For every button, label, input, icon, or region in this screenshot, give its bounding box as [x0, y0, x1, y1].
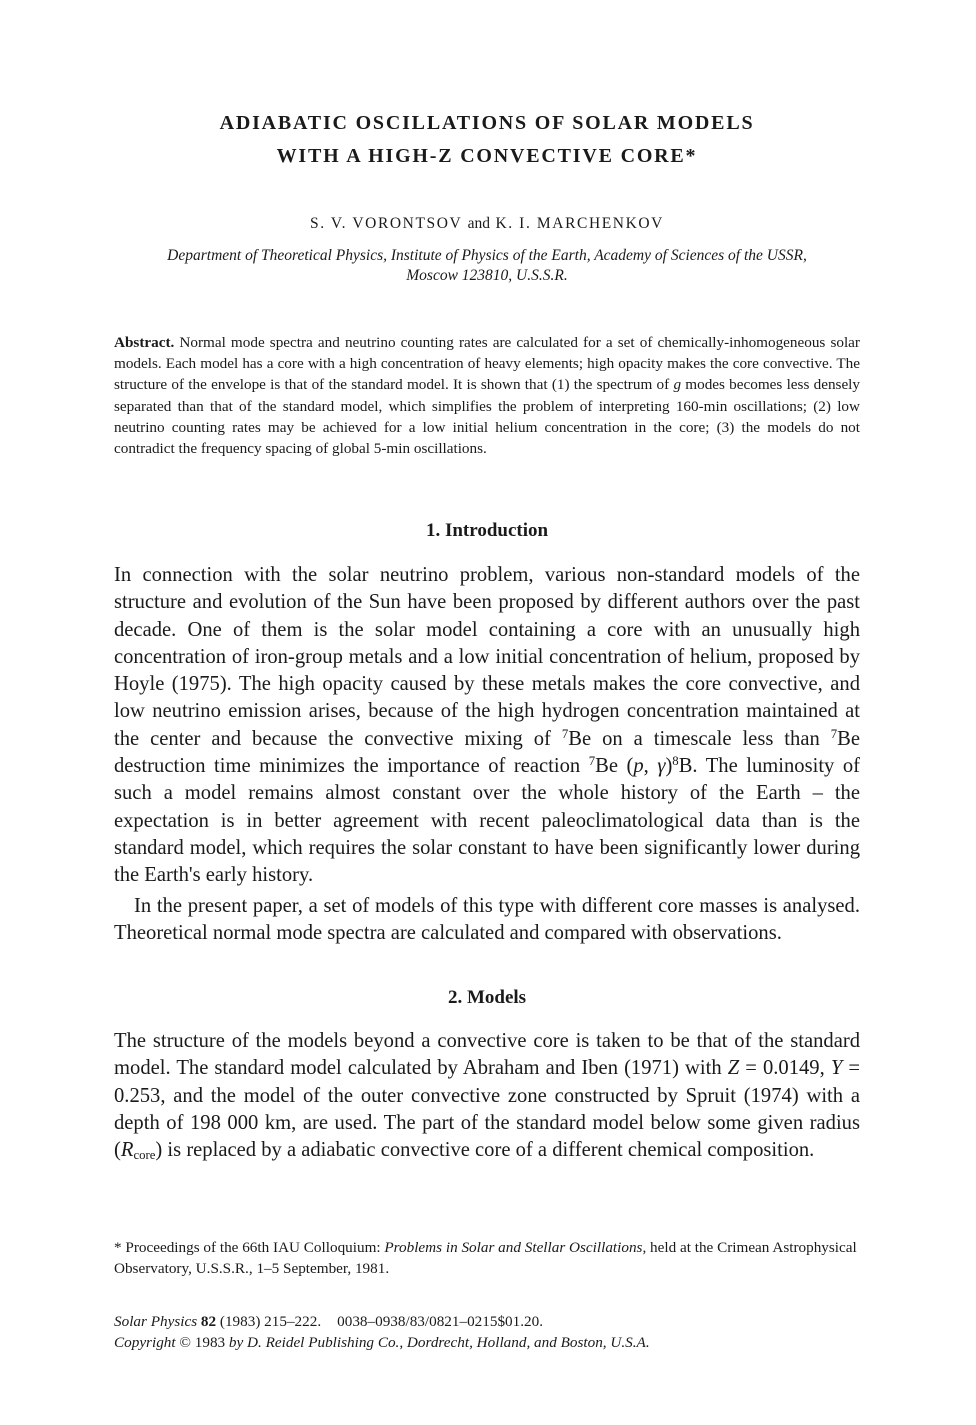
title-line-2: WITH A HIGH-Z CONVECTIVE CORE* [276, 145, 698, 167]
intro-text: Be destruction time minimizes the importance of reaction [114, 727, 860, 778]
intro-text: Be ( [595, 755, 634, 778]
superscript-7: 7 [830, 726, 838, 741]
abstract [114, 332, 860, 459]
footnote [114, 1237, 860, 1279]
author-list [114, 215, 860, 233]
superscript-7: 7 [561, 726, 569, 741]
symbol-y: Y [830, 1057, 843, 1080]
journal-pages: (1983) 215–222. [219, 1313, 322, 1330]
paper-title [114, 107, 860, 173]
journal-citation [114, 1311, 860, 1332]
abstract-text-a: Normal mode spectra and neutrino counting rates are calculated for a set of chemically-inhomogeneous solar models. Each model has a core with a high concentration of heavy elements; high opacity makes the core convective. The structure of the envelope is that of the standard model. It is shown that (1) the spectrum of [114, 334, 860, 394]
section-models-body [114, 1028, 860, 1164]
intro-text: In connection with the solar neutrino problem, various non-standard models of the structure and evolution of the Sun have been proposed by different authors over the past decade. One of them is the solar model containing a core with an unusually high concentration of iron-group metals and a low initial concentration of helium, proposed by Hoyle (1975). The high opacity caused by these metals makes the core convective, and low neutrino emission arises, because of the high hydrogen concentration maintained at the center and because the convective mixing of [114, 564, 860, 750]
footnote-text: * Proceedings of the 66th IAU Colloquium: [114, 1239, 385, 1256]
journal-volume: 82 [200, 1313, 217, 1330]
copyright-year: 1983 [194, 1334, 226, 1351]
intro-paragraph-2: In the present paper, a set of models of this type with different core masses is analysed. Theoretical normal mode spectra are calculated and compared with observations. [114, 894, 860, 944]
copyright-label: Copyright [114, 1334, 176, 1351]
journal-code: 0038–0938/83/0821–0215$01.20. [337, 1313, 544, 1330]
models-text: = 0.0149, [739, 1057, 831, 1080]
section-introduction-body [114, 562, 860, 947]
intro-paragraph-1 [114, 562, 860, 890]
models-text: ) is replaced by a adiabatic convective core of a different chemical composition. [155, 1139, 815, 1162]
abstract-text-b: modes becomes less densely separated than that of the standard model, which simplifies the problem of interpreting 160-min oscillations; (2) low neutrino counting rates may be achieved for a low initial helium concentration in the core; (3) the models do not contradict the frequency spacing of global 5-min oscillations. [114, 376, 860, 458]
footnote-text: , held at the Crimean Astrophysical Observatory, U.S.S.R., 1–5 September, 1981. [114, 1239, 857, 1277]
author-marchenkov: K. I. MARCHENKOV [495, 215, 664, 232]
section-heading-introduction: 1. Introduction [425, 520, 549, 541]
intro-text: ) [665, 755, 673, 778]
symbol-r: R [120, 1139, 134, 1162]
superscript-8: 8 [672, 754, 679, 769]
journal-info [114, 1311, 860, 1353]
proton-symbol: p [633, 755, 644, 778]
intro-text: B. The luminosity of such a model remains almost constant over the whole history of the Earth – the expectation is in better agreement with recent paleoclimatological data than is the standard model, which requires the solar constant to have been significantly lower during the Earth's early history. [114, 755, 860, 887]
author-vorontsov: S. V. VORONTSOV [310, 215, 463, 232]
title-line-1: ADIABATIC OSCILLATIONS OF SOLAR MODELS [219, 112, 755, 134]
affiliation-line-2: Moscow 123810, U.S.S.R. [406, 267, 568, 284]
journal-name: Solar Physics [114, 1313, 198, 1330]
affiliation-line-1: Department of Theoretical Physics, Institute of Physics of the Earth, Academy of Sciences of the USSR, [167, 247, 807, 264]
footnote-colloquium-title: Problems in Solar and Stellar Oscillations [384, 1239, 643, 1256]
copyright-line [114, 1332, 860, 1353]
abstract-g-symbol: g [673, 376, 682, 394]
section-heading-models: 2. Models [447, 987, 527, 1008]
gamma-symbol: γ [657, 755, 666, 778]
copyright-symbol: © [179, 1334, 191, 1351]
affiliation [114, 246, 860, 286]
superscript-7: 7 [588, 754, 596, 769]
models-text: = 0.253, and the model of the outer convective zone constructed by Spruit (1974) with a depth of 198 000 km, are used. The part of the standard model below some given radius ( [114, 1057, 861, 1162]
abstract-label: Abstract. [114, 334, 175, 351]
models-paragraph-1 [114, 1028, 860, 1164]
author-conjunction: and [467, 215, 490, 232]
models-text: The structure of the models beyond a convective core is taken to be that of the standard model. The standard model calculated by Abraham and Iben (1971) with [114, 1030, 860, 1080]
subscript-core: core [133, 1148, 156, 1163]
intro-text: , [643, 755, 658, 778]
publisher: by D. Reidel Publishing Co., Dordrecht, Holland, and Boston, U.S.A. [228, 1334, 650, 1351]
intro-text: Be on a timescale less than [568, 727, 831, 750]
symbol-z: Z [727, 1057, 740, 1080]
